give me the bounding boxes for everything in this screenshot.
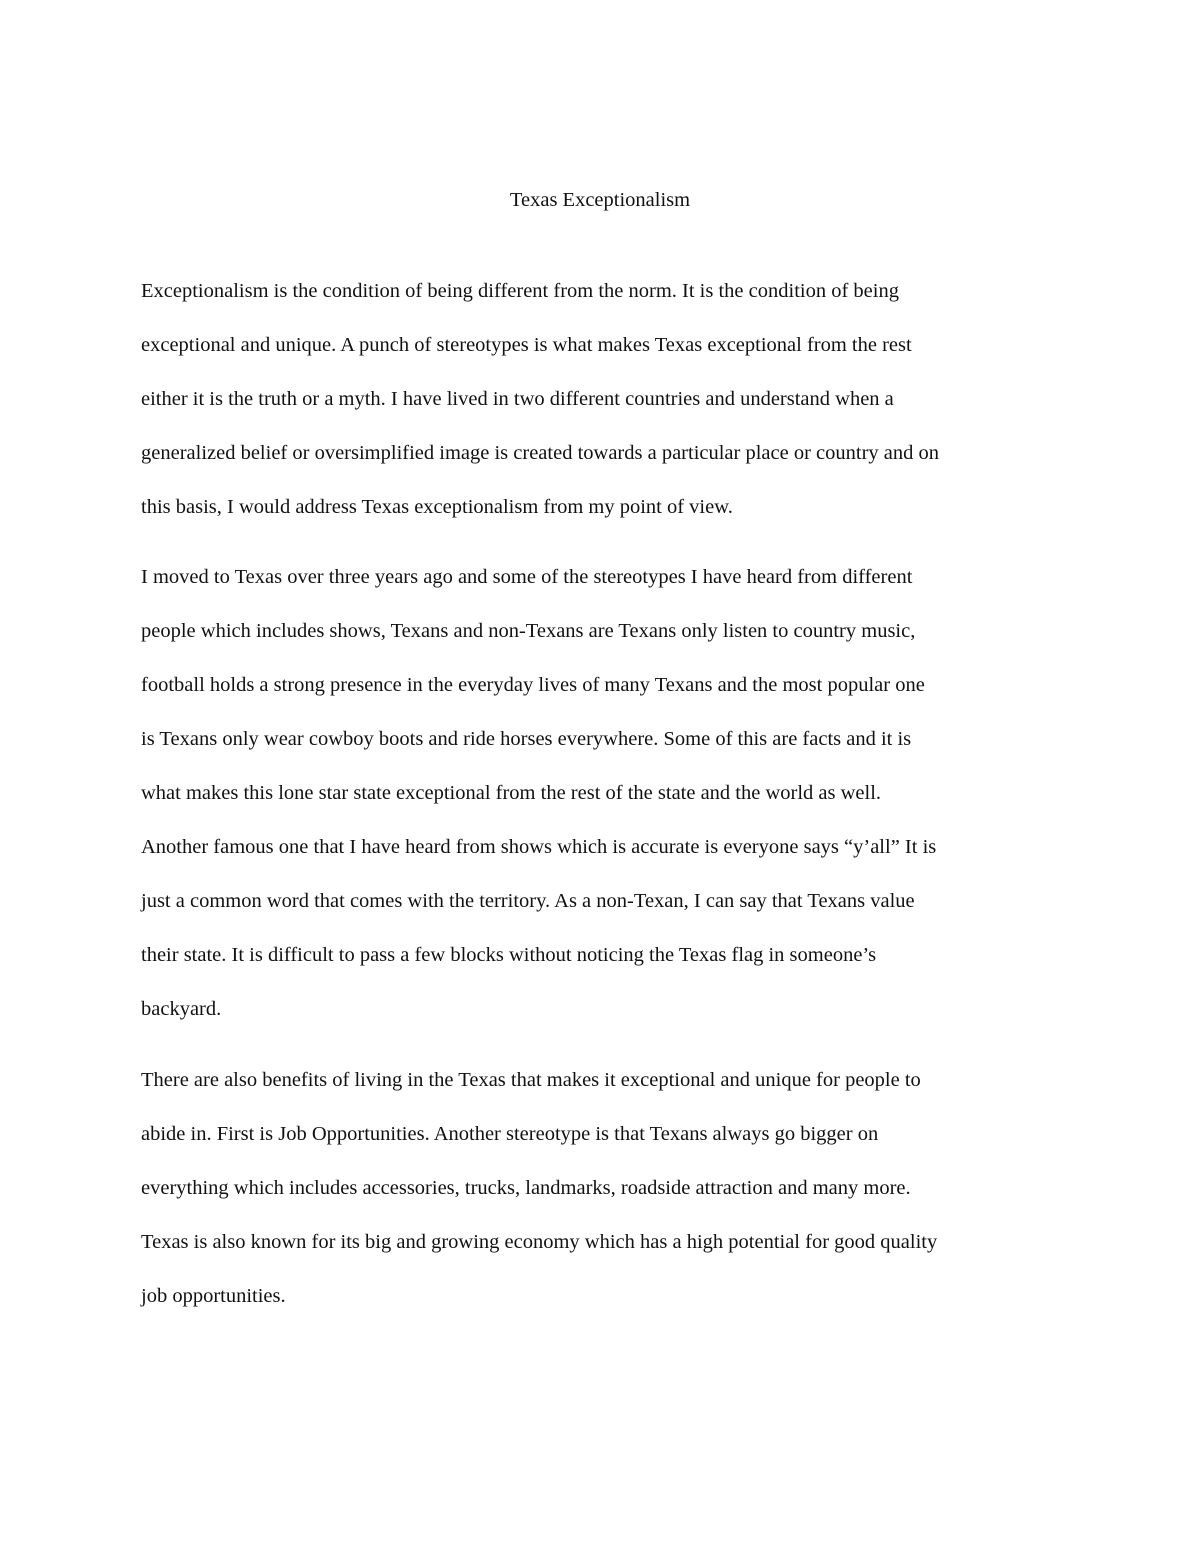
paragraph-line: either it is the truth or a myth. I have lived in two different countries and understand when a xyxy=(141,388,894,410)
paragraph-line: generalized belief or oversimplified image is created towards a particular place or country and on xyxy=(141,442,940,464)
paragraph-line: job opportunities. xyxy=(141,1285,286,1307)
paragraph-line: There are also benefits of living in the Texas that makes it exceptional and unique for people to xyxy=(141,1069,921,1091)
paragraph-line: I moved to Texas over three years ago and some of the stereotypes I have heard from different xyxy=(141,566,913,588)
paragraph-line: everything which includes accessories, trucks, landmarks, roadside attraction and many more. xyxy=(141,1177,911,1199)
paragraph-line: abide in. First is Job Opportunities. Another stereotype is that Texans always go bigger on xyxy=(141,1123,879,1145)
paragraph-line: what makes this lone star state exceptional from the rest of the state and the world as well. xyxy=(141,782,882,804)
paragraph-line: Exceptionalism is the condition of being different from the norm. It is the condition of being xyxy=(141,280,899,302)
paragraph-line: is Texans only wear cowboy boots and ride horses everywhere. Some of this are facts and it is xyxy=(141,728,912,750)
paragraph-line: their state. It is difficult to pass a few blocks without noticing the Texas flag in someone’s xyxy=(141,944,877,966)
paragraph-line: backyard. xyxy=(141,998,222,1020)
paragraph-line: just a common word that comes with the territory. As a non-Texan, I can say that Texans value xyxy=(141,890,915,912)
paragraph-line: football holds a strong presence in the everyday lives of many Texans and the most popular one xyxy=(141,674,925,696)
paragraph-line: exceptional and unique. A punch of stereotypes is what makes Texas exceptional from the rest xyxy=(141,334,912,356)
paragraph-line: people which includes shows, Texans and non-Texans are Texans only listen to country music, xyxy=(141,620,916,642)
paragraph-line: this basis, I would address Texas exceptionalism from my point of view. xyxy=(141,496,733,518)
document-title: Texas Exceptionalism xyxy=(509,189,691,211)
paragraph-line: Another famous one that I have heard from shows which is accurate is everyone says “y’all” It is xyxy=(141,836,937,858)
paragraph-line: Texas is also known for its big and growing economy which has a high potential for good quality xyxy=(141,1231,938,1253)
